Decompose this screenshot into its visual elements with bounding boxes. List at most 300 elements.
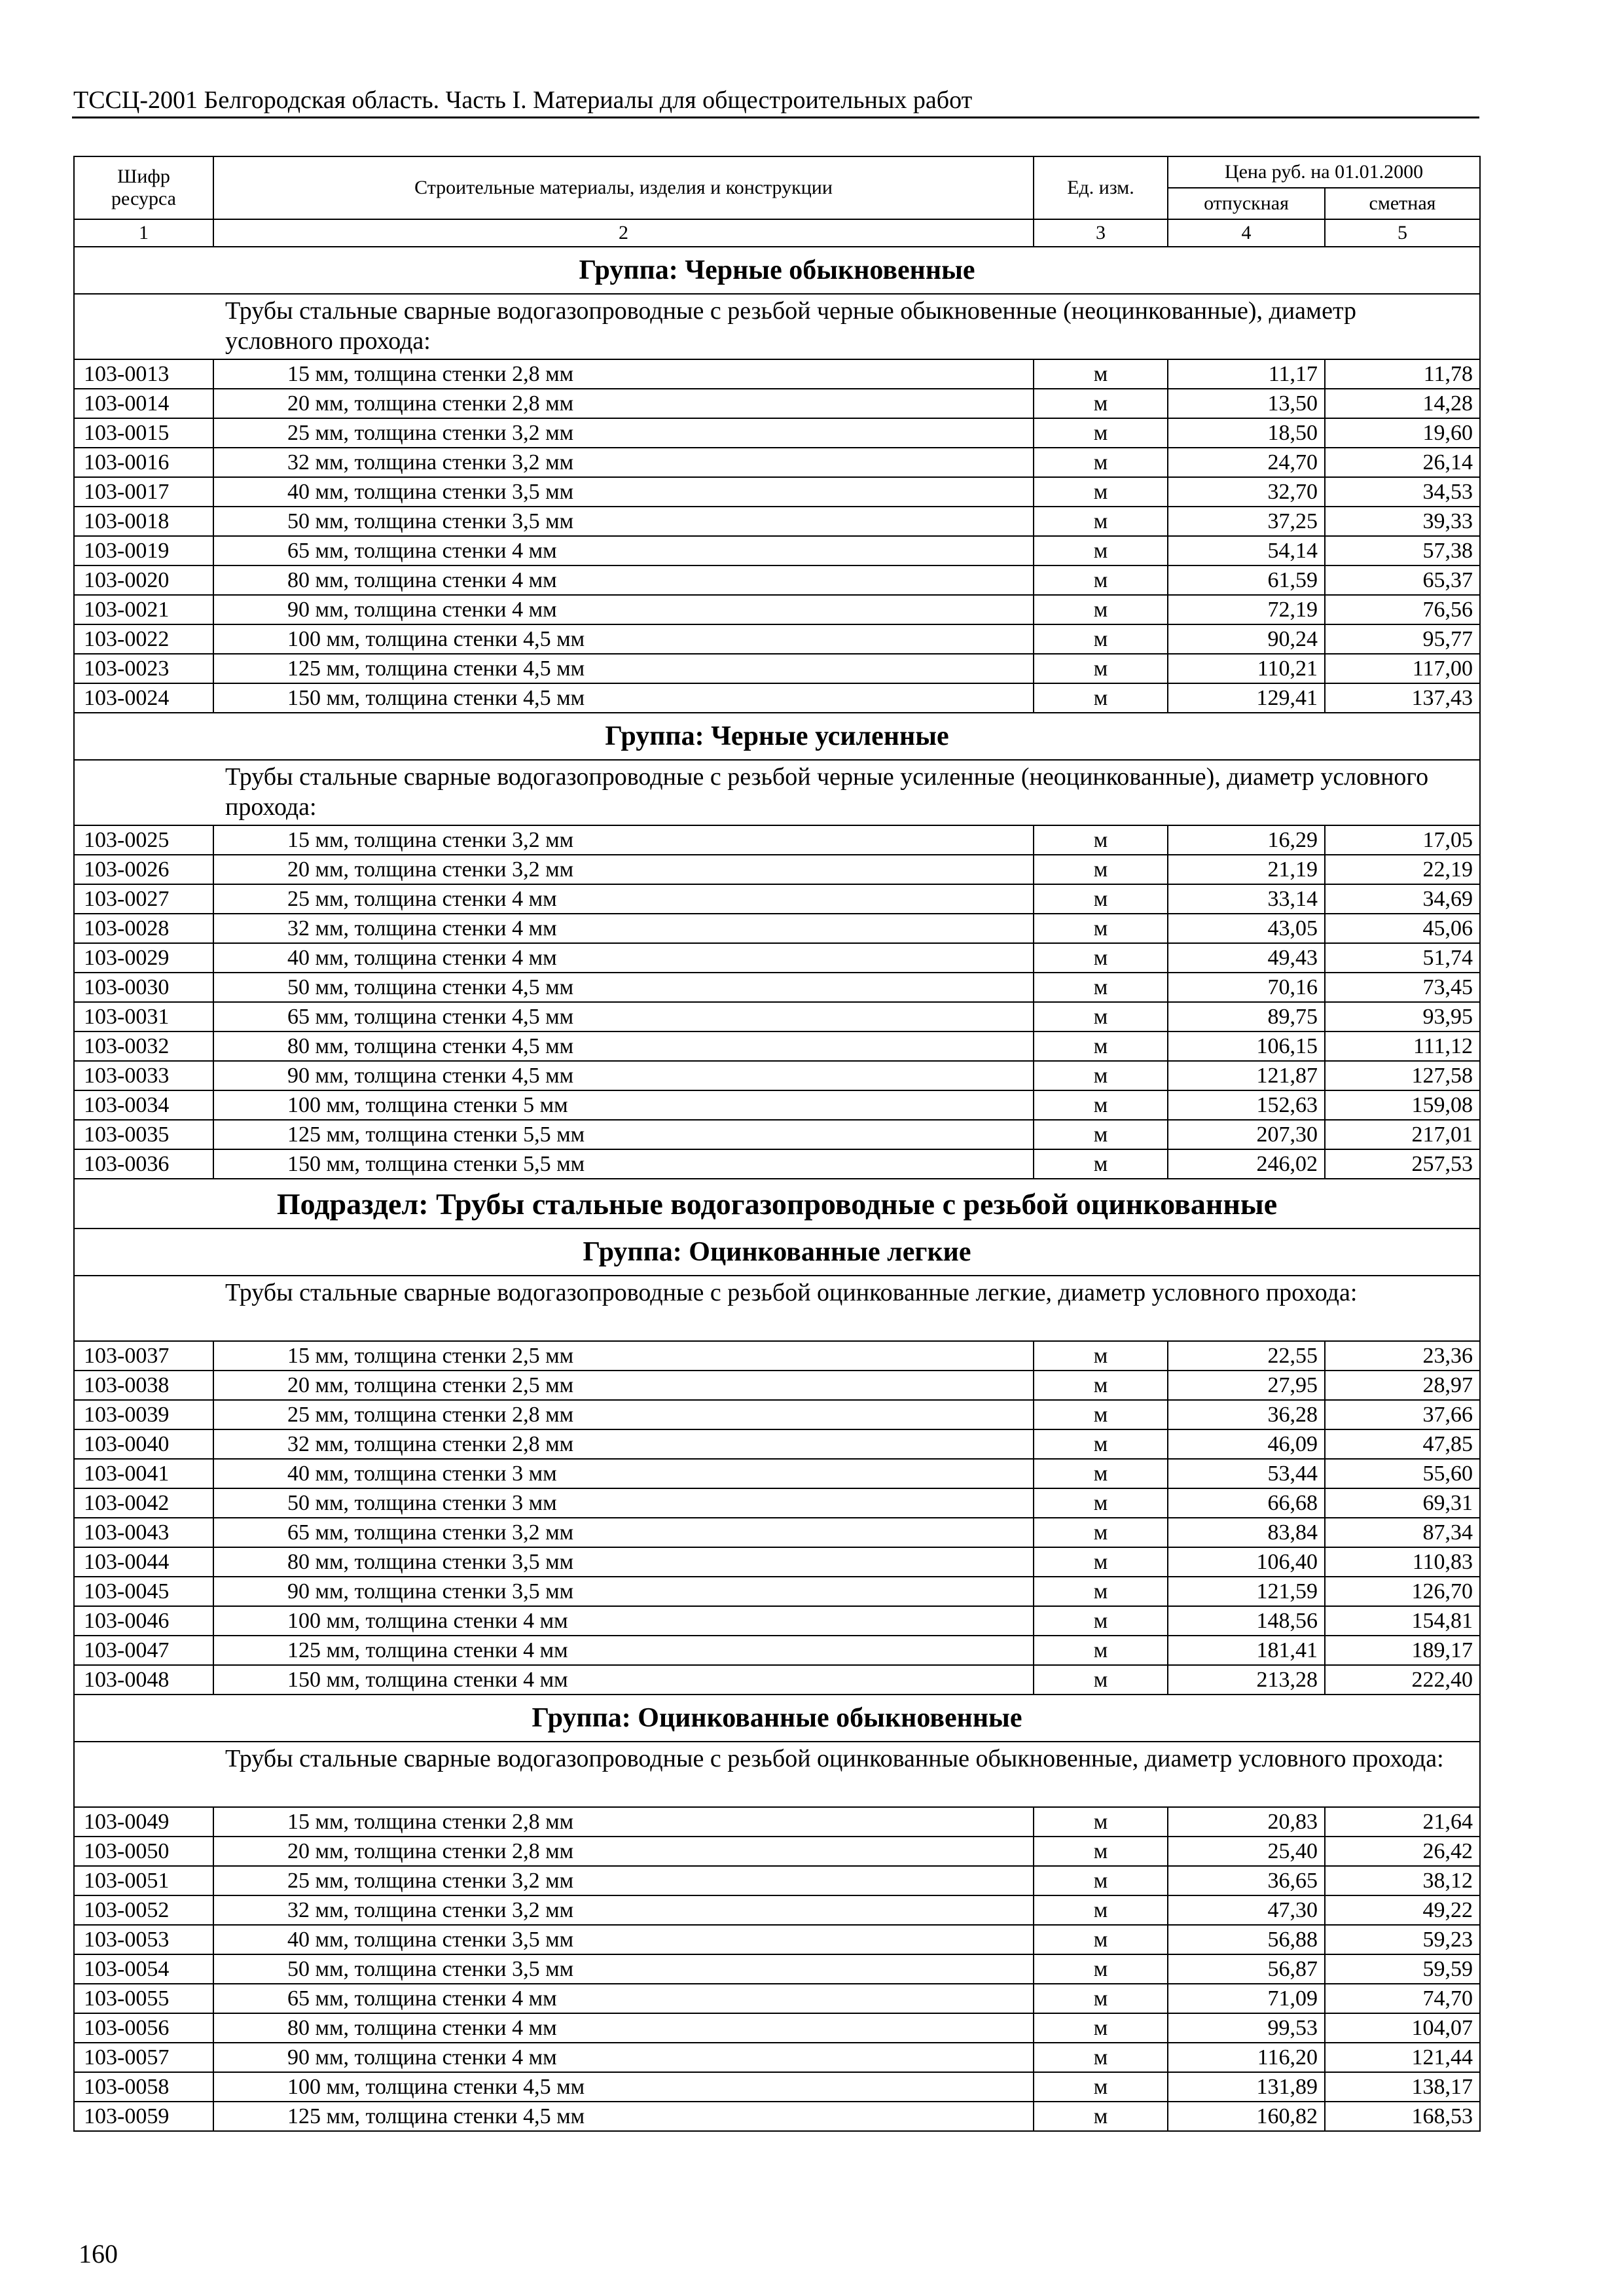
unit-cell: м xyxy=(1034,1866,1168,1895)
unit-cell: м xyxy=(1034,884,1168,914)
table-row xyxy=(74,943,1480,973)
item-name: 65 мм, толщина стенки 4 мм xyxy=(213,1984,1034,2013)
release-price: 148,56 xyxy=(1168,1606,1325,1636)
resource-code: 103-0018 xyxy=(74,507,213,536)
item-name: 150 мм, толщина стенки 4,5 мм xyxy=(213,683,1034,713)
group-row xyxy=(74,247,1480,294)
release-price: 54,14 xyxy=(1168,536,1325,565)
column-number: 2 xyxy=(213,219,1034,247)
estimate-price: 76,56 xyxy=(1325,595,1480,624)
unit-cell: м xyxy=(1034,1090,1168,1120)
estimate-price: 37,66 xyxy=(1325,1400,1480,1429)
item-name: 90 мм, толщина стенки 4,5 мм xyxy=(213,1061,1034,1090)
table-row xyxy=(74,1371,1480,1400)
unit-cell: м xyxy=(1034,448,1168,477)
item-name: 100 мм, толщина стенки 4,5 мм xyxy=(213,624,1034,654)
table-row xyxy=(74,448,1480,477)
column-number: 3 xyxy=(1034,219,1168,247)
table-row xyxy=(74,1002,1480,1031)
item-name: 50 мм, толщина стенки 3 мм xyxy=(213,1488,1034,1518)
header-rule xyxy=(72,117,1479,118)
item-name: 32 мм, толщина стенки 4 мм xyxy=(213,914,1034,943)
table-row xyxy=(74,1837,1480,1866)
table-row xyxy=(74,1577,1480,1606)
resource-code: 103-0056 xyxy=(74,2013,213,2043)
release-price: 131,89 xyxy=(1168,2072,1325,2102)
unit-cell: м xyxy=(1034,2013,1168,2043)
estimate-price: 34,69 xyxy=(1325,884,1480,914)
resource-code: 103-0029 xyxy=(74,943,213,973)
release-price: 53,44 xyxy=(1168,1459,1325,1488)
release-price: 89,75 xyxy=(1168,1002,1325,1031)
header-unit: Ед. изм. xyxy=(1034,156,1168,219)
release-price: 56,87 xyxy=(1168,1954,1325,1984)
estimate-price: 26,42 xyxy=(1325,1837,1480,1866)
table-row xyxy=(74,1488,1480,1518)
estimate-price: 121,44 xyxy=(1325,2043,1480,2072)
table-row xyxy=(74,884,1480,914)
group-title: Группа: Оцинкованные обыкновенные xyxy=(74,1695,1480,1742)
estimate-price: 159,08 xyxy=(1325,1090,1480,1120)
resource-code: 103-0057 xyxy=(74,2043,213,2072)
item-name: 100 мм, толщина стенки 4 мм xyxy=(213,1606,1034,1636)
table-row xyxy=(74,1954,1480,1984)
item-name: 15 мм, толщина стенки 2,8 мм xyxy=(213,359,1034,389)
item-name: 80 мм, толщина стенки 4,5 мм xyxy=(213,1031,1034,1061)
table-row xyxy=(74,507,1480,536)
header-name: Строительные материалы, изделия и конструкции xyxy=(213,156,1034,219)
resource-code: 103-0054 xyxy=(74,1954,213,1984)
column-number: 5 xyxy=(1325,219,1480,247)
release-price: 106,40 xyxy=(1168,1547,1325,1577)
item-name: 90 мм, толщина стенки 4 мм xyxy=(213,2043,1034,2072)
estimate-price: 74,70 xyxy=(1325,1984,1480,2013)
item-name: 65 мм, толщина стенки 3,2 мм xyxy=(213,1518,1034,1547)
resource-code: 103-0028 xyxy=(74,914,213,943)
release-price: 121,87 xyxy=(1168,1061,1325,1090)
item-name: 80 мм, толщина стенки 4 мм xyxy=(213,565,1034,595)
table-row xyxy=(74,683,1480,713)
unit-cell: м xyxy=(1034,1120,1168,1149)
unit-cell: м xyxy=(1034,654,1168,683)
estimate-price: 11,78 xyxy=(1325,359,1480,389)
release-price: 27,95 xyxy=(1168,1371,1325,1400)
resource-code: 103-0049 xyxy=(74,1807,213,1837)
resource-code: 103-0027 xyxy=(74,884,213,914)
item-name: 40 мм, толщина стенки 3,5 мм xyxy=(213,477,1034,507)
estimate-price: 168,53 xyxy=(1325,2102,1480,2131)
unit-cell: м xyxy=(1034,1061,1168,1090)
release-price: 24,70 xyxy=(1168,448,1325,477)
table-row xyxy=(74,1459,1480,1488)
estimate-price: 23,36 xyxy=(1325,1341,1480,1371)
column-numbers-row xyxy=(74,219,1480,247)
unit-cell: м xyxy=(1034,1925,1168,1954)
unit-cell: м xyxy=(1034,1895,1168,1925)
unit-cell: м xyxy=(1034,1577,1168,1606)
table-row xyxy=(74,825,1480,855)
unit-cell: м xyxy=(1034,914,1168,943)
item-name: 32 мм, толщина стенки 2,8 мм xyxy=(213,1429,1034,1459)
unit-cell: м xyxy=(1034,1031,1168,1061)
estimate-price: 49,22 xyxy=(1325,1895,1480,1925)
unit-cell: м xyxy=(1034,565,1168,595)
estimate-price: 65,37 xyxy=(1325,565,1480,595)
group-description: Трубы стальные сварные водогазопроводные с резьбой оцинкованные легкие, диаметр условного прохода: xyxy=(74,1276,1480,1341)
group-title: Группа: Черные обыкновенные xyxy=(74,247,1480,294)
resource-code: 103-0059 xyxy=(74,2102,213,2131)
table-row xyxy=(74,1518,1480,1547)
estimate-price: 59,59 xyxy=(1325,1954,1480,1984)
unit-cell: м xyxy=(1034,1547,1168,1577)
item-name: 50 мм, толщина стенки 3,5 мм xyxy=(213,507,1034,536)
unit-cell: м xyxy=(1034,1606,1168,1636)
group-description: Трубы стальные сварные водогазопроводные с резьбой черные усиленные (неоцинкованные), диаметр условного прохода: xyxy=(74,760,1480,825)
table-row xyxy=(74,565,1480,595)
resource-code: 103-0021 xyxy=(74,595,213,624)
unit-cell: м xyxy=(1034,825,1168,855)
description-row xyxy=(74,294,1480,359)
table-row xyxy=(74,418,1480,448)
release-price: 71,09 xyxy=(1168,1984,1325,2013)
item-name: 15 мм, толщина стенки 2,8 мм xyxy=(213,1807,1034,1837)
release-price: 66,68 xyxy=(1168,1488,1325,1518)
table-row xyxy=(74,1400,1480,1429)
item-name: 65 мм, толщина стенки 4,5 мм xyxy=(213,1002,1034,1031)
item-name: 50 мм, толщина стенки 4,5 мм xyxy=(213,973,1034,1002)
release-price: 18,50 xyxy=(1168,418,1325,448)
unit-cell: м xyxy=(1034,1400,1168,1429)
release-price: 207,30 xyxy=(1168,1120,1325,1149)
estimate-price: 93,95 xyxy=(1325,1002,1480,1031)
table-row xyxy=(74,624,1480,654)
description-row xyxy=(74,1742,1480,1807)
item-name: 125 мм, толщина стенки 4,5 мм xyxy=(213,2102,1034,2131)
release-price: 21,19 xyxy=(1168,855,1325,884)
resource-code: 103-0051 xyxy=(74,1866,213,1895)
unit-cell: м xyxy=(1034,1149,1168,1179)
table-row xyxy=(74,1120,1480,1149)
resource-code: 103-0030 xyxy=(74,973,213,1002)
description-row xyxy=(74,760,1480,825)
item-name: 40 мм, толщина стенки 4 мм xyxy=(213,943,1034,973)
resource-code: 103-0017 xyxy=(74,477,213,507)
unit-cell: м xyxy=(1034,1518,1168,1547)
unit-cell: м xyxy=(1034,973,1168,1002)
table-row xyxy=(74,1341,1480,1371)
group-title: Группа: Оцинкованные легкие xyxy=(74,1229,1480,1276)
resource-code: 103-0048 xyxy=(74,1665,213,1695)
estimate-price: 51,74 xyxy=(1325,943,1480,973)
estimate-price: 95,77 xyxy=(1325,624,1480,654)
header-release-price: отпускная xyxy=(1168,188,1325,219)
table-row xyxy=(74,1606,1480,1636)
resource-code: 103-0058 xyxy=(74,2072,213,2102)
unit-cell: м xyxy=(1034,1837,1168,1866)
release-price: 61,59 xyxy=(1168,565,1325,595)
page-number: 160 xyxy=(79,2239,118,2269)
table-row xyxy=(74,2013,1480,2043)
item-name: 50 мм, толщина стенки 3,5 мм xyxy=(213,1954,1034,1984)
unit-cell: м xyxy=(1034,2102,1168,2131)
item-name: 32 мм, толщина стенки 3,2 мм xyxy=(213,1895,1034,1925)
column-number: 1 xyxy=(74,219,213,247)
item-name: 20 мм, толщина стенки 2,5 мм xyxy=(213,1371,1034,1400)
resource-code: 103-0041 xyxy=(74,1459,213,1488)
resource-code: 103-0024 xyxy=(74,683,213,713)
table-row xyxy=(74,654,1480,683)
estimate-price: 21,64 xyxy=(1325,1807,1480,1837)
estimate-price: 110,83 xyxy=(1325,1547,1480,1577)
resource-code: 103-0032 xyxy=(74,1031,213,1061)
resource-code: 103-0013 xyxy=(74,359,213,389)
table-header-row xyxy=(74,156,1480,188)
resource-code: 103-0033 xyxy=(74,1061,213,1090)
item-name: 65 мм, толщина стенки 4 мм xyxy=(213,536,1034,565)
release-price: 13,50 xyxy=(1168,389,1325,418)
group-row xyxy=(74,1229,1480,1276)
resource-code: 103-0047 xyxy=(74,1636,213,1665)
group-title: Группа: Черные усиленные xyxy=(74,713,1480,760)
resource-code: 103-0036 xyxy=(74,1149,213,1179)
item-name: 25 мм, толщина стенки 3,2 мм xyxy=(213,418,1034,448)
release-price: 47,30 xyxy=(1168,1895,1325,1925)
resource-code: 103-0031 xyxy=(74,1002,213,1031)
item-name: 150 мм, толщина стенки 4 мм xyxy=(213,1665,1034,1695)
table-row xyxy=(74,2043,1480,2072)
estimate-price: 34,53 xyxy=(1325,477,1480,507)
resource-code: 103-0026 xyxy=(74,855,213,884)
item-name: 15 мм, толщина стенки 2,5 мм xyxy=(213,1341,1034,1371)
item-name: 20 мм, толщина стенки 3,2 мм xyxy=(213,855,1034,884)
item-name: 100 мм, толщина стенки 4,5 мм xyxy=(213,2072,1034,2102)
table-row xyxy=(74,536,1480,565)
table-row xyxy=(74,914,1480,943)
item-name: 32 мм, толщина стенки 3,2 мм xyxy=(213,448,1034,477)
resource-code: 103-0043 xyxy=(74,1518,213,1547)
estimate-price: 127,58 xyxy=(1325,1061,1480,1090)
table-row xyxy=(74,855,1480,884)
unit-cell: м xyxy=(1034,2072,1168,2102)
release-price: 16,29 xyxy=(1168,825,1325,855)
price-table xyxy=(73,156,1481,2132)
estimate-price: 137,43 xyxy=(1325,683,1480,713)
unit-cell: м xyxy=(1034,855,1168,884)
table-row xyxy=(74,1895,1480,1925)
release-price: 56,88 xyxy=(1168,1925,1325,1954)
release-price: 72,19 xyxy=(1168,595,1325,624)
resource-code: 103-0025 xyxy=(74,825,213,855)
resource-code: 103-0045 xyxy=(74,1577,213,1606)
unit-cell: м xyxy=(1034,1341,1168,1371)
item-name: 40 мм, толщина стенки 3,5 мм xyxy=(213,1925,1034,1954)
estimate-price: 39,33 xyxy=(1325,507,1480,536)
unit-cell: м xyxy=(1034,536,1168,565)
estimate-price: 257,53 xyxy=(1325,1149,1480,1179)
group-description: Трубы стальные сварные водогазопроводные с резьбой черные обыкновенные (неоцинкованные), диаметр условного прохода: xyxy=(74,294,1480,359)
resource-code: 103-0055 xyxy=(74,1984,213,2013)
header-price: Цена руб. на 01.01.2000 xyxy=(1168,156,1480,188)
unit-cell: м xyxy=(1034,943,1168,973)
estimate-price: 222,40 xyxy=(1325,1665,1480,1695)
resource-code: 103-0046 xyxy=(74,1606,213,1636)
estimate-price: 73,45 xyxy=(1325,973,1480,1002)
release-price: 11,17 xyxy=(1168,359,1325,389)
unit-cell: м xyxy=(1034,1984,1168,2013)
subsection-title: Подраздел: Трубы стальные водогазопроводные с резьбой оцинкованные xyxy=(74,1179,1480,1229)
resource-code: 103-0015 xyxy=(74,418,213,448)
release-price: 36,65 xyxy=(1168,1866,1325,1895)
resource-code: 103-0052 xyxy=(74,1895,213,1925)
unit-cell: м xyxy=(1034,418,1168,448)
table-row xyxy=(74,1866,1480,1895)
release-price: 246,02 xyxy=(1168,1149,1325,1179)
price-table-container xyxy=(73,156,1479,2132)
unit-cell: м xyxy=(1034,389,1168,418)
release-price: 33,14 xyxy=(1168,884,1325,914)
table-row xyxy=(74,389,1480,418)
table-row xyxy=(74,359,1480,389)
release-price: 32,70 xyxy=(1168,477,1325,507)
table-row xyxy=(74,1925,1480,1954)
table-row xyxy=(74,1429,1480,1459)
price-table-body xyxy=(74,156,1480,2131)
release-price: 43,05 xyxy=(1168,914,1325,943)
item-name: 125 мм, толщина стенки 4,5 мм xyxy=(213,654,1034,683)
item-name: 90 мм, толщина стенки 3,5 мм xyxy=(213,1577,1034,1606)
estimate-price: 28,97 xyxy=(1325,1371,1480,1400)
table-row xyxy=(74,1807,1480,1837)
unit-cell: м xyxy=(1034,1371,1168,1400)
resource-code: 103-0039 xyxy=(74,1400,213,1429)
table-row xyxy=(74,1636,1480,1665)
estimate-price: 138,17 xyxy=(1325,2072,1480,2102)
release-price: 46,09 xyxy=(1168,1429,1325,1459)
release-price: 90,24 xyxy=(1168,624,1325,654)
subsection-row xyxy=(74,1179,1480,1229)
release-price: 37,25 xyxy=(1168,507,1325,536)
item-name: 125 мм, толщина стенки 4 мм xyxy=(213,1636,1034,1665)
estimate-price: 69,31 xyxy=(1325,1488,1480,1518)
release-price: 181,41 xyxy=(1168,1636,1325,1665)
table-row xyxy=(74,1984,1480,2013)
resource-code: 103-0034 xyxy=(74,1090,213,1120)
page-header: ТССЦ-2001 Белгородская область. Часть I. Материалы для общестроительных работ xyxy=(73,86,973,114)
table-row xyxy=(74,1665,1480,1695)
unit-cell: м xyxy=(1034,1954,1168,1984)
unit-cell: м xyxy=(1034,1636,1168,1665)
description-row xyxy=(74,1276,1480,1341)
release-price: 49,43 xyxy=(1168,943,1325,973)
header-estimate-price: сметная xyxy=(1325,188,1480,219)
unit-cell: м xyxy=(1034,1459,1168,1488)
item-name: 20 мм, толщина стенки 2,8 мм xyxy=(213,389,1034,418)
table-row xyxy=(74,1547,1480,1577)
item-name: 25 мм, толщина стенки 4 мм xyxy=(213,884,1034,914)
release-price: 129,41 xyxy=(1168,683,1325,713)
unit-cell: м xyxy=(1034,507,1168,536)
unit-cell: м xyxy=(1034,1807,1168,1837)
estimate-price: 87,34 xyxy=(1325,1518,1480,1547)
estimate-price: 59,23 xyxy=(1325,1925,1480,1954)
resource-code: 103-0020 xyxy=(74,565,213,595)
release-price: 106,15 xyxy=(1168,1031,1325,1061)
item-name: 40 мм, толщина стенки 3 мм xyxy=(213,1459,1034,1488)
group-row xyxy=(74,1695,1480,1742)
unit-cell: м xyxy=(1034,595,1168,624)
estimate-price: 45,06 xyxy=(1325,914,1480,943)
item-name: 90 мм, толщина стенки 4 мм xyxy=(213,595,1034,624)
release-price: 152,63 xyxy=(1168,1090,1325,1120)
unit-cell: м xyxy=(1034,1488,1168,1518)
resource-code: 103-0016 xyxy=(74,448,213,477)
table-row xyxy=(74,1031,1480,1061)
unit-cell: м xyxy=(1034,1429,1168,1459)
resource-code: 103-0050 xyxy=(74,1837,213,1866)
release-price: 25,40 xyxy=(1168,1837,1325,1866)
item-name: 25 мм, толщина стенки 3,2 мм xyxy=(213,1866,1034,1895)
group-description: Трубы стальные сварные водогазопроводные с резьбой оцинкованные обыкновенные, диаметр условного прохода: xyxy=(74,1742,1480,1807)
estimate-price: 111,12 xyxy=(1325,1031,1480,1061)
estimate-price: 217,01 xyxy=(1325,1120,1480,1149)
unit-cell: м xyxy=(1034,624,1168,654)
resource-code: 103-0038 xyxy=(74,1371,213,1400)
table-row xyxy=(74,2102,1480,2131)
item-name: 80 мм, толщина стенки 3,5 мм xyxy=(213,1547,1034,1577)
estimate-price: 57,38 xyxy=(1325,536,1480,565)
release-price: 110,21 xyxy=(1168,654,1325,683)
release-price: 99,53 xyxy=(1168,2013,1325,2043)
resource-code: 103-0040 xyxy=(74,1429,213,1459)
estimate-price: 38,12 xyxy=(1325,1866,1480,1895)
estimate-price: 19,60 xyxy=(1325,418,1480,448)
item-name: 80 мм, толщина стенки 4 мм xyxy=(213,2013,1034,2043)
estimate-price: 26,14 xyxy=(1325,448,1480,477)
item-name: 100 мм, толщина стенки 5 мм xyxy=(213,1090,1034,1120)
table-row xyxy=(74,973,1480,1002)
unit-cell: м xyxy=(1034,359,1168,389)
estimate-price: 14,28 xyxy=(1325,389,1480,418)
release-price: 70,16 xyxy=(1168,973,1325,1002)
group-row xyxy=(74,713,1480,760)
header-code: Шифр ресурса xyxy=(74,156,213,219)
table-row xyxy=(74,2072,1480,2102)
estimate-price: 47,85 xyxy=(1325,1429,1480,1459)
item-name: 20 мм, толщина стенки 2,8 мм xyxy=(213,1837,1034,1866)
item-name: 15 мм, толщина стенки 3,2 мм xyxy=(213,825,1034,855)
unit-cell: м xyxy=(1034,1002,1168,1031)
release-price: 20,83 xyxy=(1168,1807,1325,1837)
resource-code: 103-0053 xyxy=(74,1925,213,1954)
resource-code: 103-0042 xyxy=(74,1488,213,1518)
item-name: 150 мм, толщина стенки 5,5 мм xyxy=(213,1149,1034,1179)
table-row xyxy=(74,1061,1480,1090)
unit-cell: м xyxy=(1034,1665,1168,1695)
release-price: 213,28 xyxy=(1168,1665,1325,1695)
unit-cell: м xyxy=(1034,2043,1168,2072)
unit-cell: м xyxy=(1034,477,1168,507)
estimate-price: 22,19 xyxy=(1325,855,1480,884)
release-price: 116,20 xyxy=(1168,2043,1325,2072)
release-price: 22,55 xyxy=(1168,1341,1325,1371)
estimate-price: 55,60 xyxy=(1325,1459,1480,1488)
release-price: 160,82 xyxy=(1168,2102,1325,2131)
table-row xyxy=(74,477,1480,507)
estimate-price: 117,00 xyxy=(1325,654,1480,683)
table-row xyxy=(74,595,1480,624)
resource-code: 103-0023 xyxy=(74,654,213,683)
estimate-price: 154,81 xyxy=(1325,1606,1480,1636)
